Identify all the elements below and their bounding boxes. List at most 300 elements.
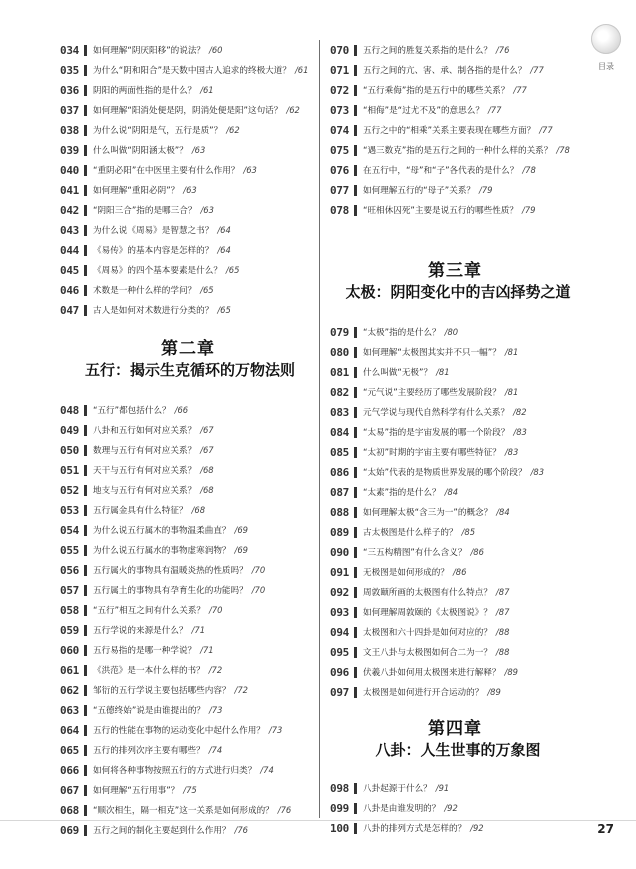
- entry-number: 053: [60, 503, 79, 517]
- toc-entry[interactable]: [60, 760, 316, 780]
- entry-number: 058: [60, 603, 79, 617]
- entry-bar-marker: [84, 685, 87, 696]
- entry-page: /61: [200, 85, 214, 95]
- entry-title: “五行”相互之间有什么关系？: [93, 606, 206, 616]
- entry-title: 为什么说“阴阳是气，五行是质”？: [93, 126, 223, 136]
- toc-entry[interactable]: [330, 542, 580, 562]
- entry-number: 044: [60, 243, 79, 257]
- toc-entry[interactable]: [330, 602, 580, 622]
- toc-entry[interactable]: [60, 400, 316, 420]
- entry-title: 术数是一种什么样的学问？: [93, 286, 197, 296]
- entry-bar-marker: [84, 305, 87, 316]
- entry-title: “太始”代表的是物质世界发展的哪个阶段？: [363, 468, 527, 478]
- toc-entry[interactable]: [330, 682, 580, 702]
- toc-entry[interactable]: [60, 600, 316, 620]
- entry-number: 086: [330, 465, 349, 479]
- entry-number: 067: [60, 783, 79, 797]
- entry-title: 五行的排列次序主要有哪些？: [93, 746, 205, 756]
- entry-bar-marker: [84, 585, 87, 596]
- toc-entry[interactable]: [330, 422, 580, 442]
- toc-entry[interactable]: [60, 680, 316, 700]
- toc-entry[interactable]: [60, 40, 316, 60]
- entry-number: 090: [330, 545, 349, 559]
- toc-entry[interactable]: [60, 80, 316, 100]
- entry-number: 062: [60, 683, 79, 697]
- entry-title: 八卦起源于什么？: [363, 784, 432, 794]
- toc-entry[interactable]: [330, 622, 580, 642]
- entry-page: /62: [226, 125, 240, 135]
- entry-bar-marker: [354, 507, 357, 518]
- entry-number: 091: [330, 565, 349, 579]
- toc-entry[interactable]: [60, 820, 316, 840]
- entry-bar-marker: [84, 785, 87, 796]
- toc-entry[interactable]: [330, 60, 580, 80]
- entry-page: /60: [209, 45, 223, 55]
- entry-bar-marker: [84, 485, 87, 496]
- entry-title: 五行属土的事物具有孕育生化的功能吗？: [93, 586, 248, 596]
- entry-title: “五德终始”说是由谁提出的？: [93, 706, 206, 716]
- toc-entry[interactable]: [330, 502, 580, 522]
- entry-page: /77: [513, 85, 527, 95]
- entry-page: /72: [234, 685, 248, 695]
- entry-page: /73: [268, 725, 283, 735]
- toc-entry[interactable]: [60, 420, 316, 440]
- entry-page: /70: [209, 605, 223, 615]
- entry-number: 065: [60, 743, 79, 757]
- entry-number: 088: [330, 505, 349, 519]
- entry-page: /69: [234, 545, 248, 555]
- entry-title: 五行的性能在事物的运动变化中起什么作用？: [93, 726, 265, 736]
- entry-number: 087: [330, 485, 349, 499]
- entry-number: 085: [330, 445, 349, 459]
- entry-title: 如何理解“太极图其实并不只一幅”？: [363, 348, 501, 358]
- entry-page: /76: [234, 825, 248, 835]
- toc-entry[interactable]: [330, 80, 580, 100]
- toc-entry[interactable]: [60, 740, 316, 760]
- entry-title: “顺次相生，隔一相克”这一关系是如何形成的？: [93, 806, 274, 816]
- toc-entry[interactable]: [330, 798, 580, 818]
- side-label: 目录: [598, 62, 614, 71]
- entry-bar-marker: [354, 105, 357, 116]
- entry-title: 为什么“阴和阳合”是天数中国古人追求的终极大道？: [93, 66, 291, 76]
- entry-bar-marker: [354, 125, 357, 136]
- toc-entry[interactable]: [330, 778, 580, 798]
- entry-number: 048: [60, 403, 79, 417]
- entry-title: 天干与五行有何对应关系？: [93, 466, 197, 476]
- entry-bar-marker: [84, 405, 87, 416]
- entry-bar-marker: [84, 225, 87, 236]
- entry-number: 069: [60, 823, 79, 837]
- entry-bar-marker: [84, 265, 87, 276]
- taiji-emblem-icon: [591, 24, 621, 54]
- entry-page: /68: [200, 485, 214, 495]
- entry-number: 036: [60, 83, 79, 97]
- entry-number: 035: [60, 63, 79, 77]
- entry-bar-marker: [84, 85, 87, 96]
- entry-number: 049: [60, 423, 79, 437]
- chapter-4-heading: [330, 714, 580, 760]
- toc-entry[interactable]: [60, 280, 316, 300]
- entry-title: “太易”指的是宇宙发展的哪一个阶段？: [363, 428, 510, 438]
- right-bottom-list: [330, 778, 580, 838]
- entry-bar-marker: [354, 205, 357, 216]
- entry-bar-marker: [354, 647, 357, 658]
- entry-bar-marker: [354, 85, 357, 96]
- entry-bar-marker: [354, 165, 357, 176]
- entry-page: /80: [444, 327, 459, 337]
- toc-entry[interactable]: [330, 362, 580, 382]
- entry-number: 083: [330, 405, 349, 419]
- entry-page: /71: [200, 645, 214, 655]
- entry-title: 为什么说五行属水的事物虚寒润物？: [93, 546, 231, 556]
- entry-number: 072: [330, 83, 349, 97]
- entry-title: “太初”时期的宇宙主要有哪些特征？: [363, 448, 501, 458]
- entry-title: 为什么说五行属木的事物温柔曲直？: [93, 526, 231, 536]
- entry-number: 054: [60, 523, 79, 537]
- toc-entry[interactable]: [60, 480, 316, 500]
- entry-title: 《周易》的四个基本要素是什么？: [93, 266, 222, 276]
- toc-entry[interactable]: [330, 642, 580, 662]
- toc-entry[interactable]: [330, 482, 580, 502]
- toc-entry[interactable]: [330, 522, 580, 542]
- entry-bar-marker: [84, 745, 87, 756]
- entry-bar-marker: [354, 803, 357, 814]
- entry-page: /62: [286, 105, 300, 115]
- right-middle-list: [330, 322, 580, 702]
- toc-entry[interactable]: [330, 40, 580, 60]
- entry-bar-marker: [84, 825, 87, 836]
- entry-page: /71: [191, 625, 206, 635]
- entry-page: /65: [217, 305, 231, 315]
- toc-entry[interactable]: [60, 160, 316, 180]
- entry-page: /92: [444, 803, 458, 813]
- entry-number: 052: [60, 483, 79, 497]
- entry-number: 094: [330, 625, 349, 639]
- entry-bar-marker: [84, 285, 87, 296]
- entry-number: 075: [330, 143, 349, 157]
- entry-number: 047: [60, 303, 79, 317]
- entry-title: “三五构精图”有什么含义？: [363, 548, 467, 558]
- entry-page: /83: [530, 467, 545, 477]
- entry-title: 如何理解“重阳必阴”？: [93, 186, 180, 196]
- toc-entry[interactable]: [60, 300, 316, 320]
- entry-number: 046: [60, 283, 79, 297]
- entry-title: 邹衍的五行学说主要包括哪些内容？: [93, 686, 231, 696]
- entry-bar-marker: [84, 65, 87, 76]
- entry-page: /81: [504, 387, 519, 397]
- entry-page: /64: [217, 245, 231, 255]
- entry-number: 076: [330, 163, 349, 177]
- entry-page: /77: [539, 125, 553, 135]
- entry-title: 元气学说与现代自然科学有什么关系？: [363, 408, 510, 418]
- right-column: [330, 40, 580, 838]
- entry-bar-marker: [84, 765, 87, 776]
- toc-entry[interactable]: [60, 720, 316, 740]
- toc-entry[interactable]: [60, 520, 316, 540]
- toc-entry[interactable]: [330, 442, 580, 462]
- entry-bar-marker: [84, 445, 87, 456]
- toc-entry[interactable]: [60, 180, 316, 200]
- entry-page: /87: [495, 607, 510, 617]
- entry-title: 五行之间的亢、害、承、制各指的是什么？: [363, 66, 527, 76]
- entry-number: 056: [60, 563, 79, 577]
- toc-entry[interactable]: [330, 342, 580, 362]
- entry-bar-marker: [84, 705, 87, 716]
- entry-title: 古人是如何对术数进行分类的？: [93, 306, 214, 316]
- entry-number: 055: [60, 543, 79, 557]
- toc-entry[interactable]: [330, 402, 580, 422]
- entry-title: 五行属金具有什么特征？: [93, 506, 188, 516]
- entry-title: 古太极图是什么样子的？: [363, 528, 458, 538]
- entry-page: /78: [556, 145, 570, 155]
- entry-bar-marker: [354, 467, 357, 478]
- entry-title: 如何理解“阳消处便是阴，阴消处便是阳”这句话？: [93, 106, 283, 116]
- entry-number: 070: [330, 43, 349, 57]
- entry-page: /84: [496, 507, 510, 517]
- toc-entry[interactable]: [60, 700, 316, 720]
- toc-entry[interactable]: [60, 800, 316, 820]
- entry-page: /79: [479, 185, 493, 195]
- entry-bar-marker: [84, 505, 87, 516]
- toc-entry[interactable]: [60, 500, 316, 520]
- entry-bar-marker: [84, 125, 87, 136]
- entry-bar-marker: [354, 823, 357, 834]
- entry-number: 092: [330, 585, 349, 599]
- entry-page: /88: [495, 647, 510, 657]
- entry-title: “五行”都包括什么？: [93, 406, 171, 416]
- entry-page: /89: [487, 687, 501, 697]
- entry-number: 079: [330, 325, 349, 339]
- entry-number: 082: [330, 385, 349, 399]
- entry-number: 098: [330, 781, 349, 795]
- left-top-list: [60, 40, 316, 320]
- entry-title: “重阴必阳”在中医里主要有什么作用？: [93, 166, 240, 176]
- entry-title: 无极图是如何形成的？: [363, 568, 449, 578]
- entry-page: /83: [504, 447, 519, 457]
- entry-title: “五行乘侮”指的是五行中的哪些关系？: [363, 86, 510, 96]
- entry-bar-marker: [354, 667, 357, 678]
- entry-bar-marker: [354, 45, 357, 56]
- entry-title: “遇三数克”指的是五行之间的一种什么样的关系？: [363, 146, 553, 156]
- entry-number: 073: [330, 103, 349, 117]
- entry-page: /74: [260, 765, 274, 775]
- entry-title: 五行之间的胜复关系指的是什么？: [363, 46, 492, 56]
- left-bottom-list: [60, 400, 316, 840]
- toc-entry[interactable]: [330, 180, 580, 200]
- toc-entry[interactable]: [330, 582, 580, 602]
- toc-entry[interactable]: [330, 200, 580, 220]
- entry-bar-marker: [84, 105, 87, 116]
- toc-entry[interactable]: [60, 640, 316, 660]
- entry-title: 如何理解周敦颐的《太极图说》？: [363, 608, 492, 618]
- entry-title: 太极图和六十四卦是如何对应的？: [363, 628, 492, 638]
- entry-number: 080: [330, 345, 349, 359]
- toc-entry[interactable]: [60, 220, 316, 240]
- entry-bar-marker: [84, 665, 87, 676]
- entry-number: 061: [60, 663, 79, 677]
- entry-bar-marker: [84, 725, 87, 736]
- entry-page: /81: [436, 367, 450, 377]
- entry-page: /82: [513, 407, 527, 417]
- entry-bar-marker: [84, 205, 87, 216]
- entry-title: 五行属火的事物具有温暖炎热的性质吗？: [93, 566, 248, 576]
- entry-title: 地支与五行有何对应关系？: [93, 486, 197, 496]
- entry-title: “旺相休囚死”主要是说五行的哪些性质？: [363, 206, 518, 216]
- toc-entry[interactable]: [60, 780, 316, 800]
- entry-page: /63: [243, 165, 257, 175]
- toc-entry[interactable]: [60, 560, 316, 580]
- entry-title: 五行学说的来源是什么？: [93, 626, 188, 636]
- entry-page: /76: [277, 805, 292, 815]
- toc-entry[interactable]: [60, 540, 316, 560]
- entry-bar-marker: [354, 185, 357, 196]
- entry-bar-marker: [84, 565, 87, 576]
- entry-number: 040: [60, 163, 79, 177]
- toc-entry[interactable]: [330, 140, 580, 160]
- toc-entry[interactable]: [330, 818, 580, 838]
- toc-entry[interactable]: [60, 620, 316, 640]
- entry-number: 039: [60, 143, 79, 157]
- entry-bar-marker: [354, 427, 357, 438]
- entry-title: “太素”指的是什么？: [363, 488, 441, 498]
- entry-bar-marker: [84, 625, 87, 636]
- footer-rule: [0, 820, 636, 821]
- entry-title: 为什么说《周易》是智慧之书？: [93, 226, 214, 236]
- toc-entry[interactable]: [330, 662, 580, 682]
- entry-number: 081: [330, 365, 349, 379]
- entry-page: /88: [495, 627, 510, 637]
- toc-entry[interactable]: [330, 120, 580, 140]
- entry-page: /74: [208, 745, 223, 755]
- toc-entry[interactable]: [60, 580, 316, 600]
- entry-title: “相侮”是“过尤不及”的意思么？: [363, 106, 484, 116]
- entry-bar-marker: [84, 645, 87, 656]
- entry-number: 041: [60, 183, 79, 197]
- entry-title: 文王八卦与太极图如何合二为一？: [363, 648, 492, 658]
- entry-page: /85: [461, 527, 476, 537]
- entry-bar-marker: [354, 783, 357, 794]
- entry-page: /78: [522, 165, 536, 175]
- entry-page: /70: [251, 565, 266, 575]
- entry-bar-marker: [354, 527, 357, 538]
- entry-page: /73: [209, 705, 223, 715]
- entry-page: /67: [200, 425, 214, 435]
- entry-bar-marker: [354, 687, 357, 698]
- entry-number: 063: [60, 703, 79, 717]
- entry-bar-marker: [84, 185, 87, 196]
- entry-title: “元气说”主要经历了哪些发展阶段？: [363, 388, 501, 398]
- entry-page: /86: [452, 567, 467, 577]
- entry-number: 077: [330, 183, 349, 197]
- entry-page: /65: [200, 285, 214, 295]
- entry-page: /61: [294, 65, 309, 75]
- entry-page: /70: [251, 585, 266, 595]
- entry-title: 五行之中的“相乘”关系主要表现在哪些方面？: [363, 126, 536, 136]
- toc-entry[interactable]: [60, 440, 316, 460]
- entry-number: 045: [60, 263, 79, 277]
- entry-number: 064: [60, 723, 79, 737]
- entry-page: /69: [234, 525, 248, 535]
- column-divider: [319, 40, 320, 818]
- entry-title: 如何理解太极“含三为一”的概念？: [363, 508, 493, 518]
- entry-title: 在五行中，“母”和“子”各代表的是什么？: [363, 166, 519, 176]
- toc-entry[interactable]: [60, 120, 316, 140]
- entry-title: 八卦的排列方式是怎样的？: [363, 824, 467, 834]
- toc-entry[interactable]: [330, 462, 580, 482]
- entry-bar-marker: [354, 347, 357, 358]
- entry-number: 034: [60, 43, 79, 57]
- entry-bar-marker: [354, 567, 357, 578]
- entry-number: 095: [330, 645, 349, 659]
- entry-number: 066: [60, 763, 79, 777]
- toc-entry[interactable]: [60, 260, 316, 280]
- entry-bar-marker: [354, 327, 357, 338]
- entry-page: /83: [513, 427, 527, 437]
- toc-entry[interactable]: [330, 322, 580, 342]
- entry-bar-marker: [84, 45, 87, 56]
- entry-number: 050: [60, 443, 79, 457]
- entry-page: /81: [504, 347, 519, 357]
- entry-number: 078: [330, 203, 349, 217]
- entry-bar-marker: [354, 627, 357, 638]
- entry-number: 068: [60, 803, 79, 817]
- toc-entry[interactable]: [330, 160, 580, 180]
- entry-number: 051: [60, 463, 79, 477]
- entry-page: /86: [470, 547, 484, 557]
- toc-entry[interactable]: [60, 660, 316, 680]
- entry-title: 太极图是如何进行开合运动的？: [363, 688, 484, 698]
- entry-title: 《易传》的基本内容是怎样的？: [93, 246, 214, 256]
- entry-bar-marker: [354, 407, 357, 418]
- entry-page: /77: [530, 65, 544, 75]
- toc-entry[interactable]: [60, 100, 316, 120]
- entry-title: 如何理解“阴厌阳移”的说法？: [93, 46, 206, 56]
- toc-entry[interactable]: [60, 200, 316, 220]
- right-top-list: [330, 40, 580, 220]
- toc-entry[interactable]: [330, 100, 580, 120]
- entry-page: /76: [495, 45, 510, 55]
- entry-page: /63: [183, 185, 197, 195]
- entry-title: 《洪范》是一本什么样的书？: [93, 666, 205, 676]
- entry-page: /67: [200, 445, 214, 455]
- entry-page: /68: [200, 465, 214, 475]
- toc-entry[interactable]: [60, 240, 316, 260]
- entry-number: 093: [330, 605, 349, 619]
- entry-bar-marker: [354, 547, 357, 558]
- toc-entry[interactable]: [330, 382, 580, 402]
- entry-number: 100: [330, 821, 349, 835]
- entry-bar-marker: [354, 367, 357, 378]
- entry-title: 什么叫做“无极”？: [363, 368, 433, 378]
- entry-number: 074: [330, 123, 349, 137]
- entry-number: 084: [330, 425, 349, 439]
- entry-bar-marker: [354, 447, 357, 458]
- entry-bar-marker: [354, 387, 357, 398]
- side-tab[interactable]: [586, 24, 626, 72]
- entry-bar-marker: [84, 465, 87, 476]
- entry-number: 037: [60, 103, 79, 117]
- toc-entry[interactable]: [330, 562, 580, 582]
- entry-title: 阴阳的两面性指的是什么？: [93, 86, 197, 96]
- toc-entry[interactable]: [60, 460, 316, 480]
- toc-entry[interactable]: [60, 140, 316, 160]
- chapter-number: 第三章: [428, 261, 482, 281]
- entry-page: /63: [200, 205, 214, 215]
- entry-page: /89: [504, 667, 518, 677]
- toc-entry[interactable]: [60, 60, 316, 80]
- entry-bar-marker: [84, 145, 87, 156]
- entry-page: /63: [191, 145, 206, 155]
